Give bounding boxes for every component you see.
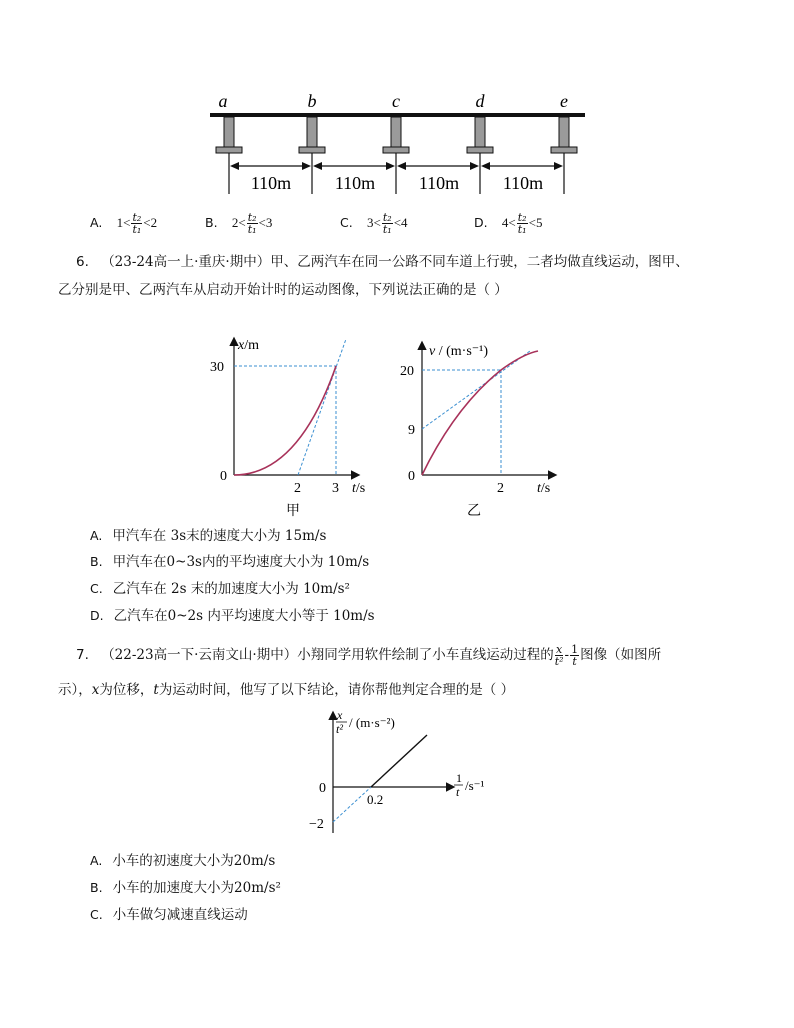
q7-option-b: B. 小车的加速度大小为20m/s² [90,880,281,896]
graph-caption: 乙 [467,504,481,519]
question-source: （22-23高一下·云南文山·期中） [101,647,298,663]
q6-option-b: B. 甲汽车在0~3s内的平均速度大小为 10m/s [90,554,370,570]
pier-label-a: a [218,91,228,111]
q7-stem-line2: 示），x为位移，t为运动时间，他写了以下结论，请你帮他判定合理的是（ ） [58,682,515,698]
y-axis-label: v / (m·s⁻¹) [429,344,489,359]
q6-option-d: D. 乙汽车在0~2s 内平均速度大小等于 10m/s [90,608,375,624]
ratio-fraction: $\frac{\text{t₂}}{\text{t₁}}$ [517,211,527,236]
y-axis-label: x/m [238,338,259,353]
bridge-figure [200,88,600,198]
pier-b [299,117,325,194]
one-over-t: $\frac{1}{t}$ [571,643,579,668]
graph-yi [395,335,570,520]
q5-option-d: D. 4< $\frac{\text{t₂}}{\text{t₁}}$ <5 [474,211,543,236]
x-tick-3: 3 [332,481,339,496]
tangent-line [422,351,530,429]
y-tick-20: 20 [400,364,414,379]
span-label-3: 110m [418,173,460,193]
span-dimension-arrow [481,162,563,170]
y-tick-minus2: −2 [309,817,324,832]
span-dimension-arrow [397,162,479,170]
y-label-fraction-den: t² [336,722,343,736]
extrapolated-line [333,787,371,822]
span-label-2: 110m [334,173,376,193]
xt-curve [234,366,336,475]
x-label-fraction-den: t [456,785,460,799]
ratio-fraction: $\frac{\text{t₂}}{\text{t₁}}$ [247,211,257,236]
q6-option-a: A. 甲汽车在 3s末的速度大小为 15m/s [90,528,327,544]
y-axis-unit: / (m·s⁻²) [349,715,395,730]
span-label-1: 110m [250,173,292,193]
ratio-fraction: $\frac{\text{t₂}}{\text{t₁}}$ [382,211,392,236]
span-dimension-arrow [230,162,311,170]
q7-option-c: C. 小车做匀减速直线运动 [90,907,248,923]
q5-option-b: B. 2< $\frac{\text{t₂}}{\text{t₁}}$ <3 [205,211,273,236]
graph-caption: 甲 [286,504,300,519]
x-axis-label: t/s [352,481,366,496]
y-tick-9: 9 [408,423,415,438]
pier-label-b: b [307,91,317,111]
pier-label-c: c [392,91,400,111]
q6-stem-line2: 乙分别是甲、乙两汽车从启动开始计时的运动图像，下列说法正确的是（ ） [58,282,508,298]
origin-label: 0 [319,781,326,796]
origin-label: 0 [408,469,415,484]
q6-stem-line1: 6. （23-24高一上·重庆·期中）甲、乙两汽车在同一公路不同车道上行驶，二者均做直线运动，图甲、 [76,254,689,270]
x-axis-unit: /s⁻¹ [465,778,485,793]
question-number: 6. [76,254,89,270]
ratio-fraction: $\frac{\text{t₂}}{\text{t₁}}$ [132,211,142,236]
q6-option-c: C. 乙汽车在 2s 末的加速度大小为 10m/s² [90,581,350,597]
pier-e [551,117,577,194]
x-tick-2: 2 [497,481,504,496]
pier-a [216,117,242,194]
origin-label: 0 [220,469,227,484]
span-dimension-arrow [313,162,395,170]
graph-jia [210,335,370,520]
x-tick-0.2: 0.2 [367,792,384,807]
q7-stem-line1: 7. （22-23高一下·云南文山·期中）小翔同学用软件绘制了小车直线运动过程的 $\frac{x}{\text{t²}}$ - $\frac{1}{t}$ 图像（如图所 [76,643,662,668]
pier-label-d: d [475,91,485,111]
q5-option-c: C. 3< $\frac{\text{t₂}}{\text{t₁}}$ <4 [340,211,408,236]
pier-d [467,117,493,194]
q5-option-a: A. 1< $\frac{\text{t₂}}{\text{t₁}}$ <2 [90,211,158,236]
q7-option-a: A. 小车的初速度大小为20m/s [90,853,276,869]
graph-q7 [305,705,505,835]
question-source: （23-24高一上·重庆·期中） [101,254,271,270]
tangent-line [298,339,346,475]
x-over-t-squared: $\frac{x}{\text{t²}}$ [554,643,564,668]
x-axis-label: t/s [537,481,551,496]
question-number: 7. [76,647,89,663]
pier-label-e: e [560,91,568,111]
y-tick-30: 30 [210,360,224,375]
data-line [371,735,427,787]
span-label-4: 110m [502,173,544,193]
pier-c [383,117,409,194]
x-label-fraction-num: 1 [456,771,462,785]
x-tick-2: 2 [294,481,301,496]
y-label-fraction-num: x [337,708,343,722]
